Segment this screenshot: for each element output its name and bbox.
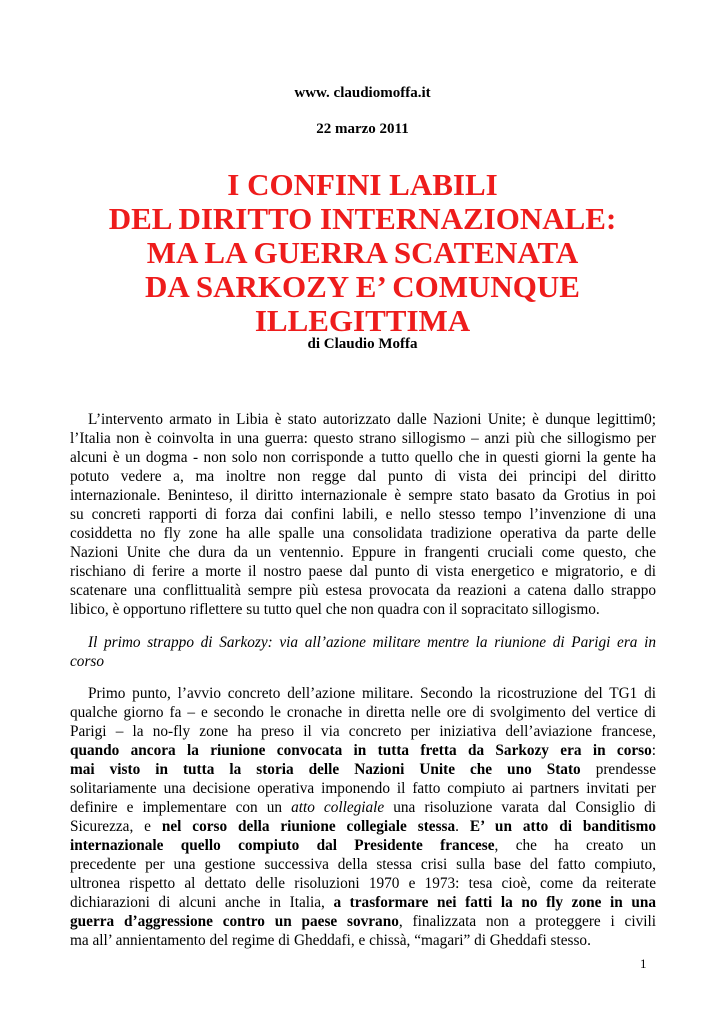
text-line: solitariamente una decisione operativa imponendo il fatto compiuto ai partners invitati per xyxy=(70,780,656,797)
inline-text: prendesse xyxy=(580,761,657,778)
title-line: I CONFINI LABILI xyxy=(227,167,498,202)
inline-text: una risoluzione varata dal Consiglio di xyxy=(384,799,656,816)
website-header: www. claudiomoffa.it xyxy=(294,85,431,101)
inline-text: , che ha creato un xyxy=(494,837,656,854)
emphasis-text: mai visto in tutta la storia delle Nazioni Unite che uno Stato xyxy=(70,761,581,778)
text-line: Parigi – la no-fly zone ha preso il via concreto per iniziativa dell’aviazione francese, xyxy=(70,723,656,740)
title-line: DEL DIRITTO INTERNAZIONALE: xyxy=(108,201,617,236)
text-line xyxy=(70,760,656,779)
intro-paragraph xyxy=(70,410,656,619)
text-line xyxy=(70,912,656,931)
text-line xyxy=(70,817,656,836)
inline-text: : xyxy=(651,742,656,759)
title-line: DA SARKOZY E’ COMUNQUE xyxy=(145,269,580,304)
emphasis-text: a trasformare nei fatti la no fly zone in una xyxy=(333,894,656,911)
text-line: su concreti rapporti di forza dai confini labili, e nello stesso tempo l’invenzione di una xyxy=(70,506,656,523)
text-line: l’Italia non è coinvolta in una guerra: questo strano sillogismo – anzi più che sillogismo per xyxy=(70,430,656,447)
page-number: 1 xyxy=(640,956,647,971)
body-paragraph xyxy=(70,684,656,950)
emphasis-text: quando ancora la riunione convocata in tutta fretta da Sarkozy era in corso xyxy=(70,742,652,759)
publication-date: 22 marzo 2011 xyxy=(316,121,409,137)
text-line: Primo punto, l’avvio concreto dell’azione militare. Secondo la ricostruzione del TG1 di xyxy=(88,685,656,702)
text-line: rischiano di ferire a morte il nostro paese dal punto di vista energetico e migratorio, e di xyxy=(70,563,656,580)
text-line xyxy=(70,798,656,817)
text-line xyxy=(70,893,656,912)
text-line xyxy=(70,741,656,760)
title-line: MA LA GUERRA SCATENATA xyxy=(146,235,579,270)
emphasis-text: E’ un atto di banditismo xyxy=(469,818,656,835)
text-line: precedente per una gestione successiva della stessa crisi sulla base del fatto compiuto, xyxy=(70,856,656,873)
text-line: internazionale. Beninteso, il diritto internazionale è sempre stato basato da Grotius in poi xyxy=(70,487,656,504)
text-line: qualche giorno fa – e secondo le cronache in diretta nelle ore di svolgimento del vertice di xyxy=(70,704,656,721)
text-line: scatenare una conflittualità sempre più estesa provocata da reazioni a catena dallo strappo xyxy=(70,582,656,599)
inline-text: Sicurezza, e xyxy=(70,818,162,835)
text-line: Il primo strappo di Sarkozy: via all’azione militare mentre la riunione di Parigi era in xyxy=(88,634,656,651)
text-line: L’intervento armato in Libia è stato autorizzato dalle Nazioni Unite; è dunque legittim0; xyxy=(88,411,656,428)
emphasis-text: guerra d’aggressione contro un paese sovrano xyxy=(70,913,399,930)
text-line: ultronea rispetto al dettato delle risoluzioni 1970 e 1973: tesa cioè, come da reiterate xyxy=(70,875,656,892)
inline-text: , finalizzata non a proteggere i civili xyxy=(398,913,656,930)
title-line: ILLEGITTIMA xyxy=(254,303,471,338)
text-line xyxy=(70,836,656,855)
text-line: libico, è opportuno riflettere su tutto quel che non quadra con il sopracitato sillogismo. xyxy=(70,601,600,618)
text-line: potuto vedere a, ma inoltre non regge dal punto di vista dei principi del diritto xyxy=(70,468,656,485)
author-byline: di Claudio Moffa xyxy=(307,336,418,352)
article-title xyxy=(40,168,685,338)
emphasis-text: internazionale quello compiuto dal Presidente francese xyxy=(70,837,495,854)
text-line: corso xyxy=(70,653,104,670)
emphasis-text: nel corso della riunione collegiale stessa xyxy=(161,818,456,835)
inline-text: dichiarazioni di alcuni anche in Italia, xyxy=(70,894,334,911)
text-line: ma all’ annientamento del regime di Gheddafi, e chissà, “magari” di Gheddafi stesso. xyxy=(70,932,591,949)
text-line: alcuni è un dogma - non solo non corrisponde a tutto quello che in questi giorni la gente ha xyxy=(70,449,656,466)
text-line: cosiddetta no fly zone ha alle spalle una consolidata tradizione operativa da parte delle xyxy=(70,525,656,542)
inline-text: . xyxy=(455,818,470,835)
italic-text: atto collegiale xyxy=(291,799,385,816)
section-subheading xyxy=(70,633,656,671)
inline-text: definire e implementare con un xyxy=(70,799,292,816)
text-line: Nazioni Unite che dura da un ventennio. Eppure in frangenti cruciali come questo, che xyxy=(70,544,656,561)
